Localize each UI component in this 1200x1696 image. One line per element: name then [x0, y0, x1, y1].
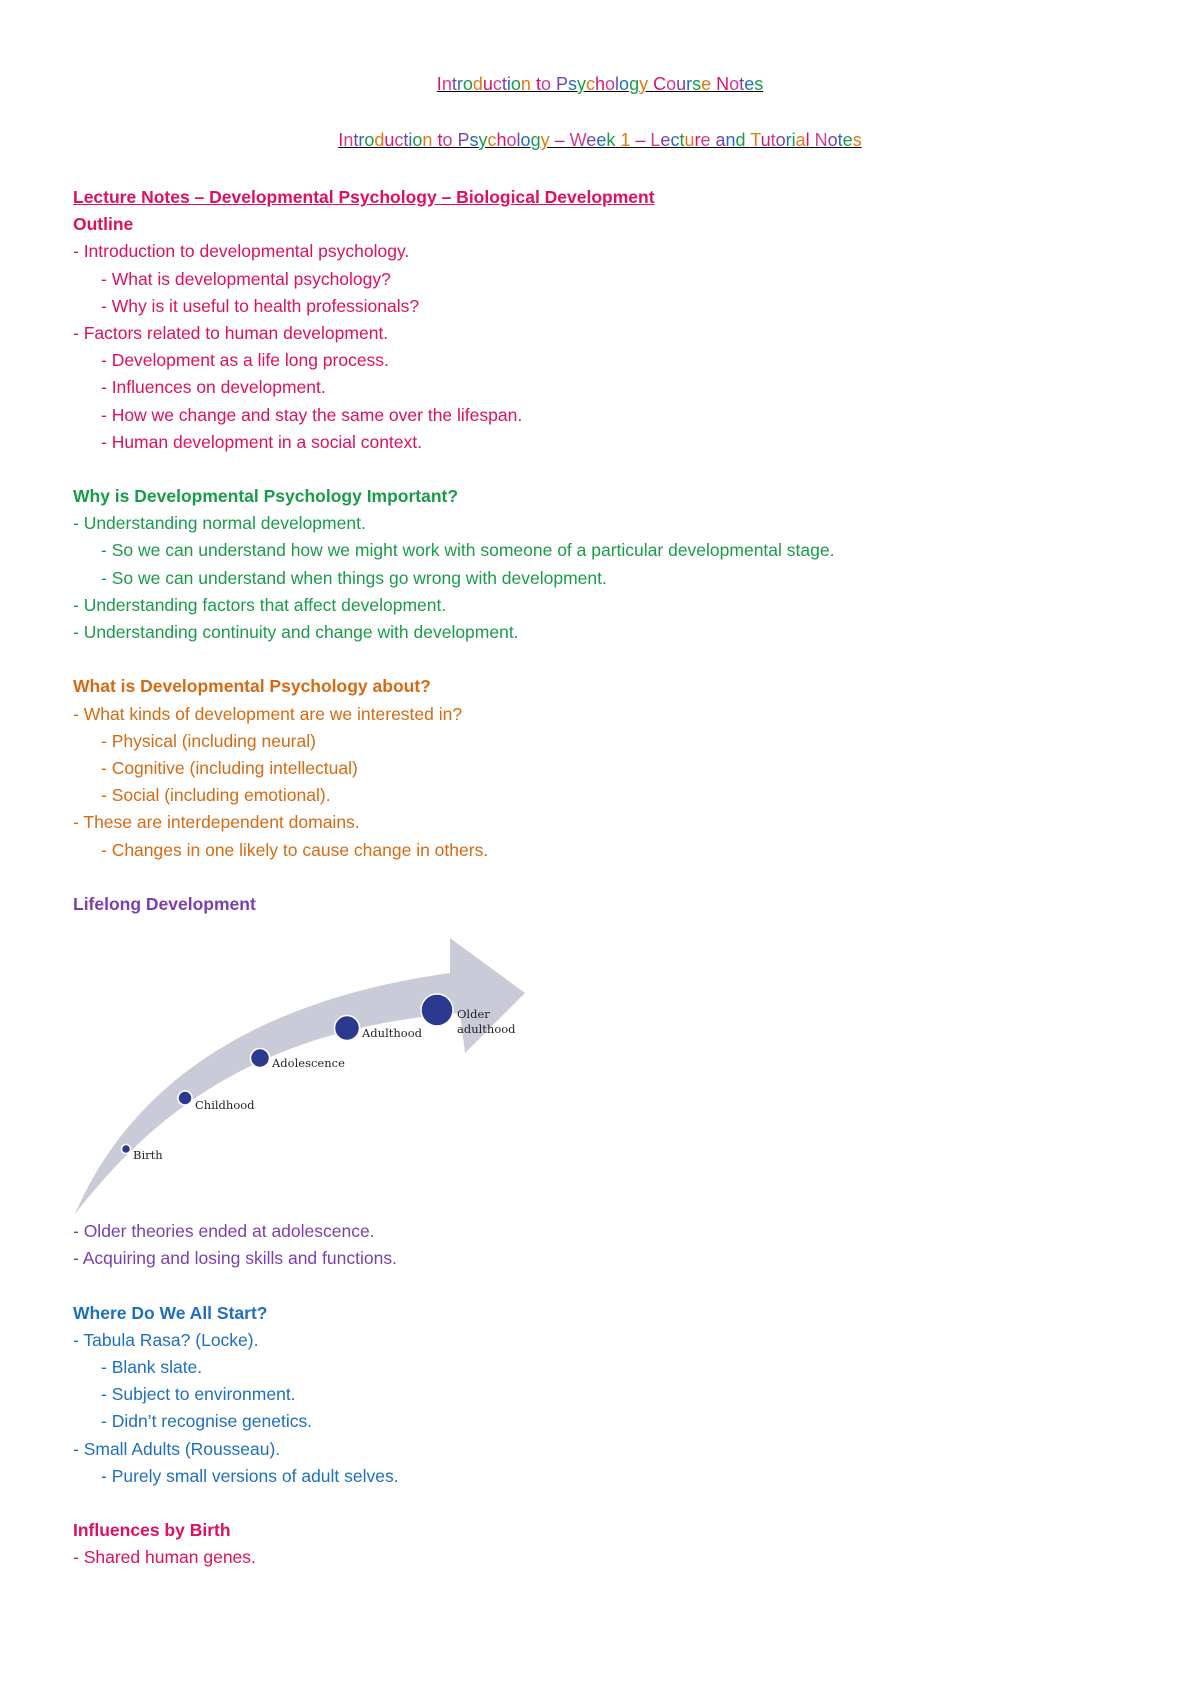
list-item: - Small Adults (Rousseau). [73, 1438, 281, 1459]
list-item: - Older theories ended at adolescence. [73, 1221, 375, 1242]
stage-label-birth: Birth [133, 1148, 163, 1163]
lifespan-arrow-graphic [65, 918, 585, 1218]
stage-label-adulthood: Adulthood [362, 1026, 422, 1041]
list-item: - These are interdependent domains. [73, 812, 360, 833]
week-title [0, 130, 1200, 151]
section-heading: Lifelong Development [73, 893, 256, 914]
list-item: - Changes in one likely to cause change in others. [101, 839, 489, 860]
lecture-notes [73, 184, 1133, 1572]
stage-dot-adolescence [251, 1049, 270, 1068]
document-title-text: Introduction to Psychology Course Notes [436, 74, 764, 94]
outline-heading: Outline [73, 214, 134, 235]
list-item: - Blank slate. [101, 1357, 203, 1377]
list-item: - Human development in a social context. [101, 431, 422, 452]
list-item: - So we can understand how we might work with someone of a particular developmental stage. [101, 540, 835, 561]
stage-label-adolescence: Adolescence [272, 1056, 345, 1071]
list-item: - Influences on development. [101, 377, 326, 398]
list-item: - Cognitive (including intellectual) [101, 757, 358, 778]
section-heading: What is Developmental Psychology about? [73, 676, 431, 697]
list-item: - Understanding factors that affect development. [73, 594, 447, 615]
list-item: - Subject to environment. [101, 1384, 296, 1405]
list-item: - What is developmental psychology? [101, 268, 391, 289]
document-title [0, 74, 1200, 95]
list-item: - Introduction to developmental psychology. [73, 241, 410, 262]
list-item: - Physical (including neural) [101, 730, 316, 751]
list-item: - Social (including emotional). [101, 785, 331, 806]
list-item: - How we change and stay the same over the lifespan. [101, 404, 523, 425]
section-heading: Where Do We All Start? [73, 1302, 268, 1323]
lecture-title: Lecture Notes – Developmental Psychology – Biological Development [73, 187, 655, 207]
stage-label-older: Older [457, 1007, 490, 1022]
stage-dot-childhood [178, 1091, 192, 1105]
list-item: - Purely small versions of adult selves. [101, 1465, 399, 1486]
section-heading: Why is Developmental Psychology Important? [73, 486, 459, 507]
stage-dot-adulthood [335, 1016, 360, 1041]
list-item: - Shared human genes. [73, 1547, 256, 1568]
list-item: - What kinds of development are we interested in? [73, 703, 463, 724]
list-item: - Tabula Rasa? (Locke). [73, 1329, 259, 1350]
list-item: - Why is it useful to health professionals? [101, 295, 420, 316]
stage-dot-birth [122, 1145, 131, 1154]
list-item: - Understanding continuity and change with development. [73, 622, 519, 642]
list-item: - So we can understand when things go wrong with development. [101, 567, 607, 588]
stage-label-adulthood-2: adulthood [457, 1022, 516, 1037]
week-title-text: Introduction to Psychology – Week 1 – Lecture and Tutorial Notes [338, 130, 862, 150]
curved-arrow-icon [75, 938, 525, 1214]
lifelong-development-diagram [65, 918, 585, 1218]
list-item: - Development as a life long process. [101, 350, 389, 371]
stage-dot-older-adulthood [421, 994, 453, 1026]
list-item: - Understanding normal development. [73, 513, 366, 534]
list-item: - Acquiring and losing skills and functions. [73, 1248, 397, 1269]
section-heading: Influences by Birth [73, 1520, 231, 1541]
list-item: - Didn’t recognise genetics. [101, 1411, 313, 1432]
list-item: - Factors related to human development. [73, 322, 389, 343]
stage-label-childhood: Childhood [195, 1098, 255, 1113]
